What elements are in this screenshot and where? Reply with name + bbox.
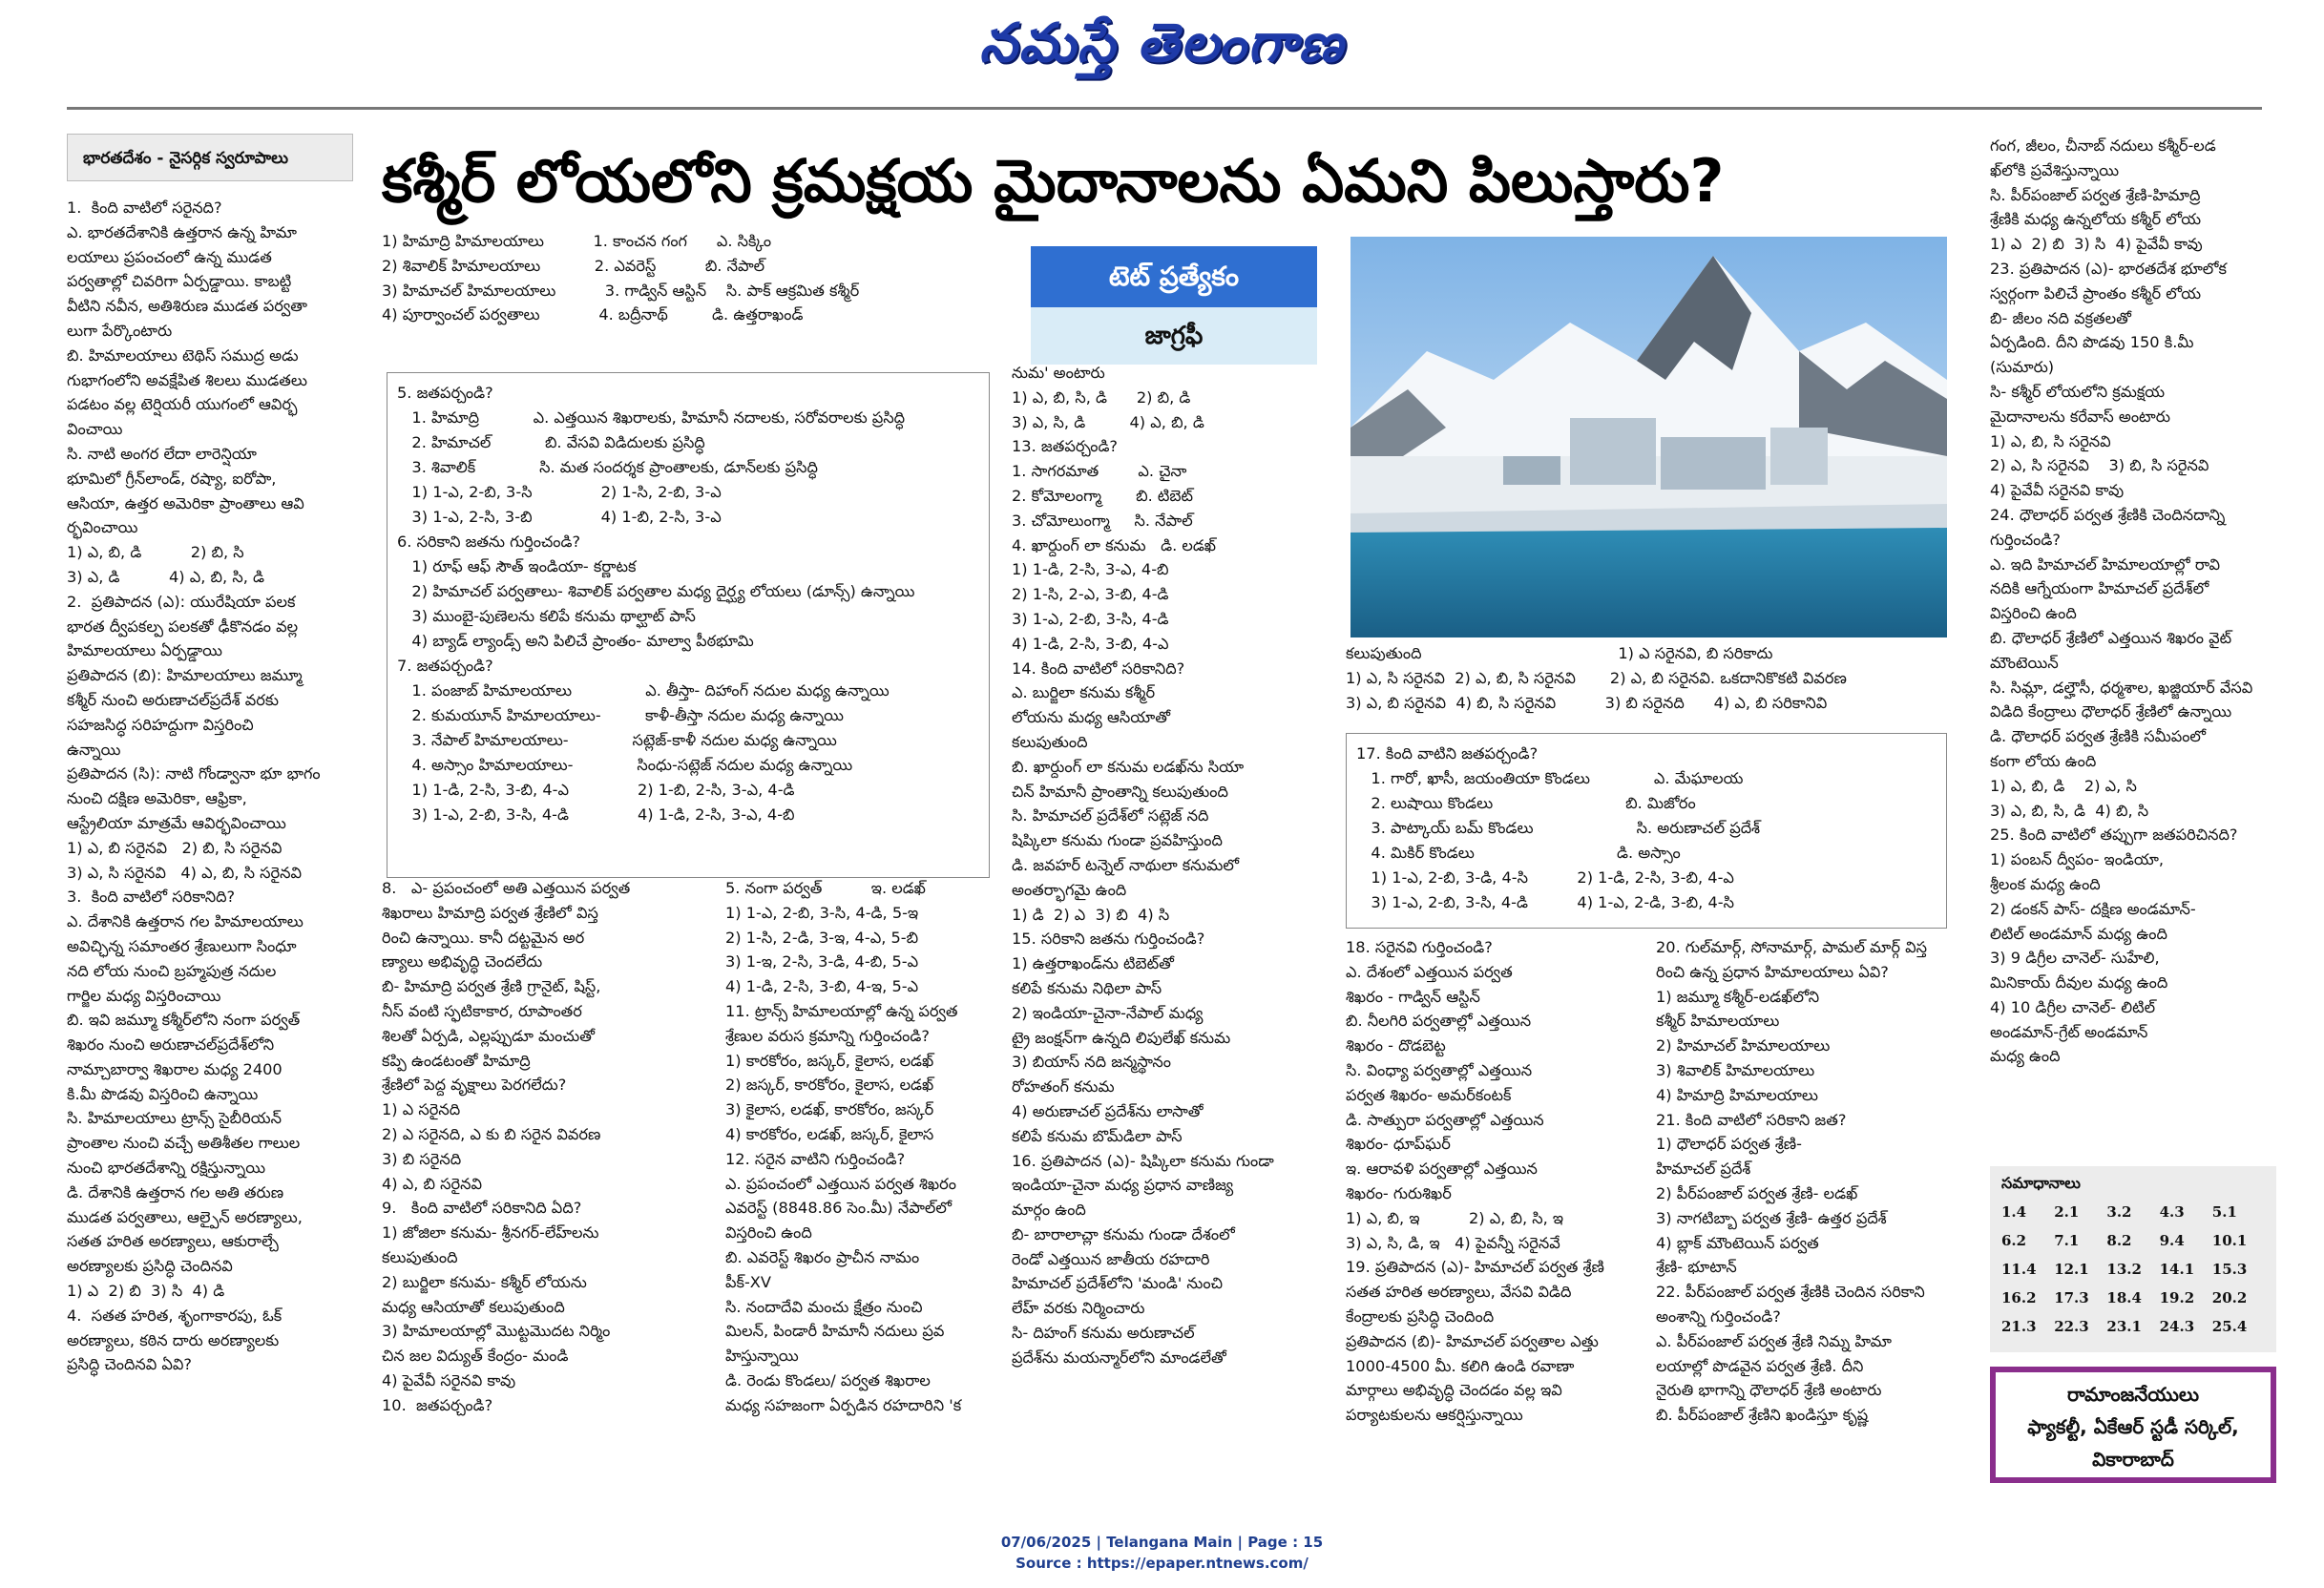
geography-badge: జాగ్రఫీ — [1031, 307, 1317, 365]
column-c-text: నుమ' అంటారు 1) ఎ, బి, సి, డి 2) బి, డి 3) ఎ, సి, డి 4) ఎ, బి, డి 13. జతపర్చండి? 1. సాగరమాత ఎ. చైనా 2. కోమోలంగ్మా బి. టిబెట్ 3. చోమోలుంగ్మా సి. నేపాల్ 4. ఖార్దుంగ్ లా కనుమ డి. లడఖ్ 1) 1-డి, 2-సి, 3-ఎ, 4-బి 2) 1-సి, 2-ఎ, 3-బి, 4-డి 3) 1-ఎ, 2-బి, 3-సి, 4-డి 4) 1-డి, 2-సి, 3-బి, 4-ఎ 14. కింది వాటిలో సరికానిది? ఎ. బుర్జిలా కనుమ కశ్మీర్ లోయను మధ్య ఆసియాతో కలుపుతుంది బి. ఖార్దుంగ్ లా కనుమ లడఖ్‌ను సియా చిన్ హిమానీ ప్రాంతాన్ని కలుపుతుంది సి. హిమాచల్ ప్రదేశ్‌లో సట్లెజ్ నది షిప్కిలా కనుమ గుండా ప్రవహిస్తుంది డి. జవహర్ టన్నెల్ నాథులా కనుమలో అంతర్భాగమై ఉంది 1) డి 2) ఎ 3) బి 4) సి 15. సరికాని జతను గుర్తించండి? 1) ఉత్తరాఖండ్‌ను టిబెట్‌తో కలిపే కనుమ నిథిలా పాస్ 2) ఇండియా-చైనా-నేపాల్ మధ్య ట్రై జంక్షన్‌గా ఉన్నది లిపులేఖ్ కనుమ 3) బియాస్ నది జన్మస్థానం రోహతంగ్ కనుమ 4) అరుణాచల్ ప్రదేశ్‌ను లాసాతో కలిపే కనుమ బొమ్‌డిలా పాస్ 16. ప్రతిపాదన (ఎ)- షిప్కిలా కనుమ గుండా ఇండియా-చైనా మధ్య ప్రధాన వాణిజ్య మార్గం ఉంది బి- బారాలాచ్లా కనుమ గుండా దేశంలో రెండో ఎత్తయిన జాతీయ రహదారి హిమాచల్ ప్రదేశ్‌లోని 'మండి' నుంచి లేహ్ వరకు నిర్మించారు సి- దిహంగ్ కనుమ అరుణాచల్ ప్రదేశ్‌ను మయన్మార్‌లోని మాండలేతో — [1012, 364, 1274, 1367]
topic-label: భారతదేశం - నైసర్గిక స్వరూపాలు — [67, 134, 353, 181]
author-credit-inner — [1996, 1372, 2271, 1477]
answer-item: 8.2 — [2106, 1232, 2132, 1249]
column-b2-text: 8. ఎ- ప్రపంచంలో అతి ఎత్తయిన పర్వత శిఖరాలు హిమాద్రి పర్వత శ్రేణిలో విస్త రించి ఉన్నాయి. కానీ దట్టమైన అర ణ్యాలు అభివృద్ధి చెందలేదు బి- హిమాద్రి పర్వత శ్రేణి గ్రానైట్, షిస్ట్, నీస్ వంటి స్ఫటికాకార, రూపాంతర శిలతో ఏర్పడి, ఎల్లప్పుడూ మంచుతో కప్పి ఉండటంతో హిమాద్రి శ్రేణిలో పెద్ద వృక్షాలు పెరగలేదు? 1) ఎ సరైనది 2) ఎ సరైనది, ఎ కు బి సరైన వివరణ 3) బి సరైనది 4) ఎ, బి సరైనవి 9. కింది వాటిలో సరికానిది ఏది? 1) జోజిలా కనుమ- శ్రీనగర్-లేహ్‌లను కలుపుతుంది 2) బుర్జిలా కనుమ- కశ్మీర్ లోయను మధ్య ఆసియాతో కలుపుతుంది 3) హిమాలయాల్లో మొట్టమొదట నిర్మిం చిన జల విద్యుత్ కేంద్రం- మండి 4) పైవేవీ సరైనవి కావు 10. జతపర్చండి? — [382, 879, 631, 1414]
answer-item: 9.4 — [2159, 1232, 2185, 1249]
answer-item: 17.3 — [2054, 1289, 2089, 1306]
answer-item: 6.2 — [2001, 1232, 2027, 1249]
column-b-match-text: 1) హిమాద్రి హిమాలయాలు 1. కాంచన గంగ ఎ. సిక్కిం 2) శివాలిక్ హిమాలయాలు 2. ఎవరెస్ట్ బి. నేపాల్ 3) హిమాచల్ హిమాలయాలు 3. గాడ్విన్ ఆస్టిన్ సి. పాక్ ఆక్రమిత కశ్మీర్ 4) పూర్వాంచల్ పర్వతాలు 4. బద్రీనాథ్ డి. ఉత్తరాఖండ్ — [382, 232, 860, 324]
masthead-divider — [67, 107, 2262, 110]
author-name: రామాంజనేయులు — [2066, 1383, 2200, 1406]
answer-item: 19.2 — [2159, 1289, 2195, 1306]
answer-item: 4.3 — [2159, 1203, 2185, 1221]
column-e-text: గంగ, జీలం, చీనాబ్ నదులు కశ్మీర్-లడ ఖ్‌లోకి ప్రవేశిస్తున్నాయి సి. పీర్‌పంజాల్ పర్వత శ్రేణి-హిమాద్రి శ్రేణికి మధ్య ఉన్నలోయ కశ్మీర్ లోయ 1) ఎ 2) బి 3) సి 4) పైవేవీ కావు 23. ప్రతిపాదన (ఎ)- భారతదేశ భూలోక స్వర్గంగా పిలిచే ప్రాంతం కశ్మీర్ లోయ బి- జీలం నది వక్రతలతో ఏర్పడింది. దీని పొడవు 150 కి.మీ (సుమారు) సి- కశ్మీర్ లోయలోని క్రమక్షయ మైదానాలను కరేవాస్ అంటారు 1) ఎ, బి, సి సరైనవి 2) ఎ, సి సరైనవి 3) బి, సి సరైనవి 4) పైవేవీ సరైనవి కావు 24. ధౌలాధర్ పర్వత శ్రేణికి చెందినదాన్ని గుర్తించండి? ఎ. ఇది హిమాచల్ హిమాలయాల్లో రావి నదికి ఆగ్నేయంగా హిమాచల్ ప్రదేశ్‌లో విస్తరించి ఉంది బి. ధౌలాధర్ శ్రేణిలో ఎత్తయిన శిఖరం వైట్ మౌంటెయిన్ సి. సిమ్లా, డల్హౌసీ, ధర్మశాల, ఖజ్జియార్ వేసవి విడిది కేంద్రాలు ధౌలాధర్ శ్రేణిలో ఉన్నాయి డి. ధౌలాధర్ పర్వత శ్రేణికి సమీపంలో కంగా లోయ ఉంది 1) ఎ, బి, డి 2) ఎ, సి 3) ఎ, బి, సి, డి 4) బి, సి 25. కింది వాటిలో తప్పుగా జతపరిచినది? 1) పంబన్ ద్వీపం- ఇండియా, శ్రీలంక మధ్య ఉంది 2) డంకన్ పాస్- దక్షిణ అండమాన్- లిటిల్ అండమాన్ మధ్య ఉంది 3) 9 డిగ్రీల చానెల్- సుహేలి, మినికాయ్ దీవుల మధ్య ఉంది 4) 10 డిగ్రీల చానెల్- లిటిల్ అండమాన్-గ్రేట్ అండమాన్ మధ్య ఉంది — [1990, 136, 2253, 1066]
answer-item: 1.4 — [2001, 1203, 2027, 1221]
question-box-17: 17. కింది వాటిని జతపర్చండి? 1. గారో, ఖాసీ, జయంతియా కొండలు ఎ. మేఘాలయ 2. లుషాయి కొండలు బి. మిజోరం 3. పాట్కాయ్ బమ్ కొండలు సి. అరుణాచల్ ప్రదేశ్ 4. మికిర్ కొండలు డి. అస్సాం 1) 1-ఎ, 2-బి, 3-డి, 4-సి 2) 1-డి, 2-సి, 3-బి, 4-ఎ 3) 1-ఎ, 2-బి, 3-సి, 4-డి 4) 1-ఎ, 2-డి, 3-బి, 4-సి — [1346, 733, 1947, 929]
answer-item: 7.1 — [2054, 1232, 2080, 1249]
answer-item: 10.1 — [2211, 1232, 2248, 1249]
author-location: వికారాబాద్ — [2092, 1448, 2174, 1471]
answer-item: 24.3 — [2159, 1318, 2195, 1335]
answer-item: 23.1 — [2106, 1318, 2142, 1335]
column-b3-text: 5. నంగా పర్వత్ ఇ. లడఖ్ 1) 1-ఎ, 2-బి, 3-సి, 4-డి, 5-ఇ 2) 1-సి, 2-డి, 3-ఇ, 4-ఎ, 5-బి 3) 1-ఇ, 2-సి, 3-డి, 4-బి, 5-ఎ 4) 1-డి, 2-సి, 3-బి, 4-ఇ, 5-ఎ 11. ట్రాన్స్ హిమాలయాల్లో ఉన్న పర్వత శ్రేణుల వరుస క్రమాన్ని గుర్తించండి? 1) కారకోరం, జస్కర్, కైలాస, లడఖ్ 2) జస్కర్, కారకోరం, కైలాస, లడఖ్ 3) కైలాస, లడఖ్, కారకోరం, జస్కర్ 4) కారకోరం, లడఖ్, జస్కర్, కైలాస 12. సరైన వాటిని గుర్తించండి? ఎ. ప్రపంచంలో ఎత్తయిన పర్వత శిఖరం ఎవరెస్ట్ (8848.86 సెం.మీ) నేపాల్‌లో విస్తరించి ఉంది బి. ఎవరెస్ట్ శిఖరం ప్రాచీన నామం పీక్-XV సి. నందాదేవి మంచు క్షేత్రం నుంచి మిలన్, పిండారీ హిమానీ నదులు ప్రవ హిస్తున్నాయి డి. రెండు కొండలు/ పర్వత శిఖరాల మధ్య సహజంగా ఏర్పడిన రహదారిని 'క — [725, 879, 962, 1414]
answer-item: 2.1 — [2054, 1203, 2080, 1221]
answers-title: సమాధానాలు — [2001, 1174, 2081, 1192]
answer-item: 5.1 — [2211, 1203, 2237, 1221]
answer-item: 16.2 — [2001, 1289, 2037, 1306]
footer-date-page: 07/06/2025 | Telangana Main | Page : 15 — [1000, 1534, 1324, 1551]
column-a-text: 1. కింది వాటిలో సరైనది? ఎ. భారతదేశానికి ఉత్తరాన ఉన్న హిమా లయాలు ప్రపంచంలో ఉన్న ముడత పర్వతాల్లో చివరిగా ఏర్పడ్డాయి. కాబట్టి వీటిని నవీన, అతిశిరుణ ముడత పర్వతా లుగా పేర్కొంటారు బి. హిమాలయాలు టెథిస్ సముద్ర అడు గుభాగంలోని అవక్షేపిత శిలలు ముడతలు పడటం వల్ల టెర్షియరీ యుగంలో ఆవిర్భ వించాయి సి. నాటి అంగర లేదా లారెన్షియా భూమిలో గ్రీన్‌లాండ్, రష్యా, ఐరోపా, ఆసియా, ఉత్తర అమెరికా ప్రాంతాలు ఆవి ర్భవించాయి 1) ఎ, బి, డి 2) బి, సి 3) ఎ, డి 4) ఎ, బి, సి, డి 2. ప్రతిపాదన (ఎ): యురేషియా పలక భారత ద్వీపకల్ప పలకతో ఢీకొనడం వల్ల హిమాలయాలు ఏర్పడ్డాయి ప్రతిపాదన (బి): హిమాలయాలు జమ్మూ కశ్మీర్ నుంచి అరుణాచల్‌ప్రదేశ్ వరకు సహజసిద్ధ సరిహద్దుగా విస్తరించి ఉన్నాయి ప్రతిపాదన (సి): నాటి గోండ్వానా భూ భాగం నుంచి దక్షిణ అమెరికా, ఆఫ్రికా, ఆస్ట్రేలియా మాత్రమే ఆవిర్భవించాయి 1) ఎ, బి సరైనవి 2) బి, సి సరైనవి 3) ఎ, సి సరైనవి 4) ఎ, బి, సి సరైనవి 3. కింది వాటిలో సరికానిది? ఎ. దేశానికి ఉత్తరాన గల హిమాలయాలు అవిచ్ఛిన్న సమాంతర శ్రేణులుగా సింధూ నది లోయ నుంచి బ్రహ్మపుత్ర నదుల గార్జిల మధ్య విస్తరించాయి బి. ఇవి జమ్మూ కశ్మీర్‌లోని నంగా పర్వత్ శిఖరం నుంచి అరుణాచల్‌ప్రదేశ్‌లోని నామ్చాబార్వా శిఖరాల మధ్య 2400 కి.మీ పొడవు విస్తరించి ఉన్నాయి సి. హిమాలయాలు ట్రాన్స్ సైబీరియన్ ప్రాంతాల నుంచి వచ్చే అతిశీతల గాలుల నుంచి భారతదేశాన్ని రక్షిస్తున్నాయి డి. దేశానికి ఉత్తరాన గల అతి తరుణ ముడత పర్వతాలు, ఆల్పైన్ అరణ్యాలు, సతత హరిత అరణ్యాలు, ఆకురాల్చే అరణ్యాలకు ప్రసిద్ధి చెందినవి 1) ఎ 2) బి 3) సి 4) డి 4. సతత హరిత, శృంగాకారపు, ఓక్ అరణ్యాలు, కఠిన దారు అరణ్యాలకు ప్రసిద్ధి చెందినవి ఏవి? — [67, 198, 321, 1374]
column-d2-text: 18. సరైనవి గుర్తించండి? ఎ. దేశంలో ఎత్తయిన పర్వత శిఖరం - గాడ్విన్ ఆస్టిన్ బి. నీలగిరి పర్వతాల్లో ఎత్తయిన శిఖరం - దొడబెట్ట సి. వింధ్యా పర్వతాల్లో ఎత్తయిన పర్వత శిఖరం- అమర్‌కంటక్ డి. సాత్పురా పర్వతాల్లో ఎత్తయిన శిఖరం- ధూప్‌ఘర్ ఇ. ఆరావళి పర్వతాల్లో ఎత్తయిన శిఖరం- గురుశిఖర్ 1) ఎ, బి, ఇ 2) ఎ, బి, సి, ఇ 3) ఎ, సి, డి, ఇ 4) పైవన్నీ సరైనవే 19. ప్రతిపాదన (ఎ)- హిమాచల్ పర్వత శ్రేణి సతత హరిత అరణ్యాలు, వేసవి విడిది కేంద్రాలకు ప్రసిద్ధి చెందింది ప్రతిపాదన (బి)- హిమాచల్ పర్వతాల ఎత్తు 1000-4500 మీ. కలిగి ఉండి రవాణా మార్గాలు అభివృద్ధి చెందడం వల్ల ఇవి పర్యాటకులను ఆకర్షిస్తున్నాయి — [1346, 938, 1604, 1425]
footer-source: Source : https://epaper.ntnews.com/ — [1015, 1555, 1309, 1572]
answer-item: 3.2 — [2106, 1203, 2132, 1221]
answer-item: 15.3 — [2211, 1261, 2248, 1278]
tet-special-badge: టెట్ ప్రత్యేకం — [1031, 246, 1317, 307]
newspaper-masthead: నమస్తే తెలంగాణ — [979, 11, 1345, 74]
column-d3-text: 20. గుల్‌మార్గ్, సోనామార్గ్, పామల్ మార్గ్ విస్త రించి ఉన్న ప్రధాన హిమాలయాలు ఏవి? 1) జమ్మూ కశ్మీర్-లడఖ్‌లోని కశ్మీర్ హిమాలయాలు 2) హిమాచల్ హిమాలయాలు 3) శివాలిక్ హిమాలయాలు 4) హిమాద్రి హిమాలయాలు 21. కింది వాటిలో సరికాని జత? 1) ధౌలాధర్ పర్వత శ్రేణి- హిమాచల్ ప్రదేశ్ 2) పీర్‌పంజాల్ పర్వత శ్రేణి- లడఖ్ 3) నాగటిబ్బా పర్వత శ్రేణి- ఉత్తర ప్రదేశ్ 4) బ్లాక్ మౌంటెయిన్ పర్వత శ్రేణి- భూటాన్ 22. పీర్‌పంజాల్ పర్వత శ్రేణికి చెందిన సరికాని అంశాన్ని గుర్తించండి? ఎ. పీర్‌పంజాల్ పర్వత శ్రేణి నిమ్న హిమా లయాల్లో పొడవైన పర్వత శ్రేణి. దీని నైరుతి భాగాన్ని ధౌలాధర్ శ్రేణి అంటారు బి. పీర్‌పంజాల్ శ్రేణిని ఖండిస్తూ కృష్ణ — [1656, 938, 1928, 1425]
author-credit-box — [1990, 1367, 2276, 1483]
author-affiliation: ఫ్యాకల్టీ, ఏకేఆర్ స్టడీ సర్కిల్, — [2027, 1415, 2239, 1438]
page-headline: కశ్మీర్ లోయలోని క్రమక్షయ మైదానాలను ఏమని పిలుస్తారు? — [382, 146, 1725, 216]
answer-item: 12.1 — [2054, 1261, 2089, 1278]
answer-item: 11.4 — [2001, 1261, 2037, 1278]
answer-item: 14.1 — [2159, 1261, 2195, 1278]
answer-item: 21.3 — [2001, 1318, 2037, 1335]
page-footer — [0, 1532, 2324, 1574]
column-d-options: కలుపుతుంది 1) ఎ సరైనవి, బి సరికాదు 1) ఎ, సి సరైనవి 2) ఎ, బి, సి సరైనవి 2) ఎ, బి సరైనవి. ఒకదానికొకటి వివరణ 3) ఎ, బి సరైనవి 4) బి, సి సరైనవి 3) బి సరైనది 4) ఎ, బి సరికానివి — [1346, 644, 1847, 712]
answer-item: 18.4 — [2106, 1289, 2142, 1306]
answers-box — [1990, 1166, 2276, 1352]
answer-item: 20.2 — [2211, 1289, 2248, 1306]
question-box-5-7: 5. జతపర్చండి? 1. హిమాద్రి ఎ. ఎత్తయిన శిఖరాలకు, హిమానీ నదాలకు, సరోవరాలకు ప్రసిద్ధి 2. హిమాచల్ బి. వేసవి విడిదులకు ప్రసిద్ధి 3. శివాలిక్ సి. మత సందర్శక ప్రాంతాలకు, డూన్‌లకు ప్రసిద్ధి 1) 1-ఎ, 2-బి, 3-సి 2) 1-సి, 2-బి, 3-ఎ 3) 1-ఎ, 2-సి, 3-బి 4) 1-బి, 2-సి, 3-ఎ 6. సరికాని జతను గుర్తించండి? 1) రూఫ్ ఆఫ్ సౌత్ ఇండియా- కర్ణాటక 2) హిమాచల్ పర్వతాలు- శివాలిక్ పర్వతాల మధ్య దైర్ఘ్య లోయలు (డూన్స్) ఉన్నాయి 3) ముంబై-పుణెలను కలిపే కనుమ థాల్ఘాట్ పాస్ 4) బ్యాడ్ ల్యాండ్స్ అని పిలిచే ప్రాంతం- మాల్వా పీఠభూమి 7. జతపర్చండి? 1. పంజాబ్ హిమాలయాలు ఎ. తీస్తా- దిహాంగ్ నదుల మధ్య ఉన్నాయి 2. కుమయూన్ హిమాలయాలు- కాళీ-తీస్తా నదుల మధ్య ఉన్నాయి 3. నేపాల్ హిమాలయాలు- సట్లెజ్-కాళీ నదుల మధ్య ఉన్నాయి 4. అస్సాం హిమాలయాలు- సింధు-సట్లెజ్ నదుల మధ్య ఉన్నాయి 1) 1-డి, 2-సి, 3-బి, 4-ఎ 2) 1-బి, 2-సి, 3-ఎ, 4-డి 3) 1-ఎ, 2-బి, 3-సి, 4-డి 4) 1-డి, 2-సి, 3-ఎ, 4-బి — [387, 372, 990, 878]
mountain-photo — [1350, 237, 1947, 637]
answer-item: 25.4 — [2211, 1318, 2248, 1335]
answer-item: 13.2 — [2106, 1261, 2142, 1278]
answer-item: 22.3 — [2054, 1318, 2089, 1335]
answers-grid — [2001, 1203, 2265, 1335]
